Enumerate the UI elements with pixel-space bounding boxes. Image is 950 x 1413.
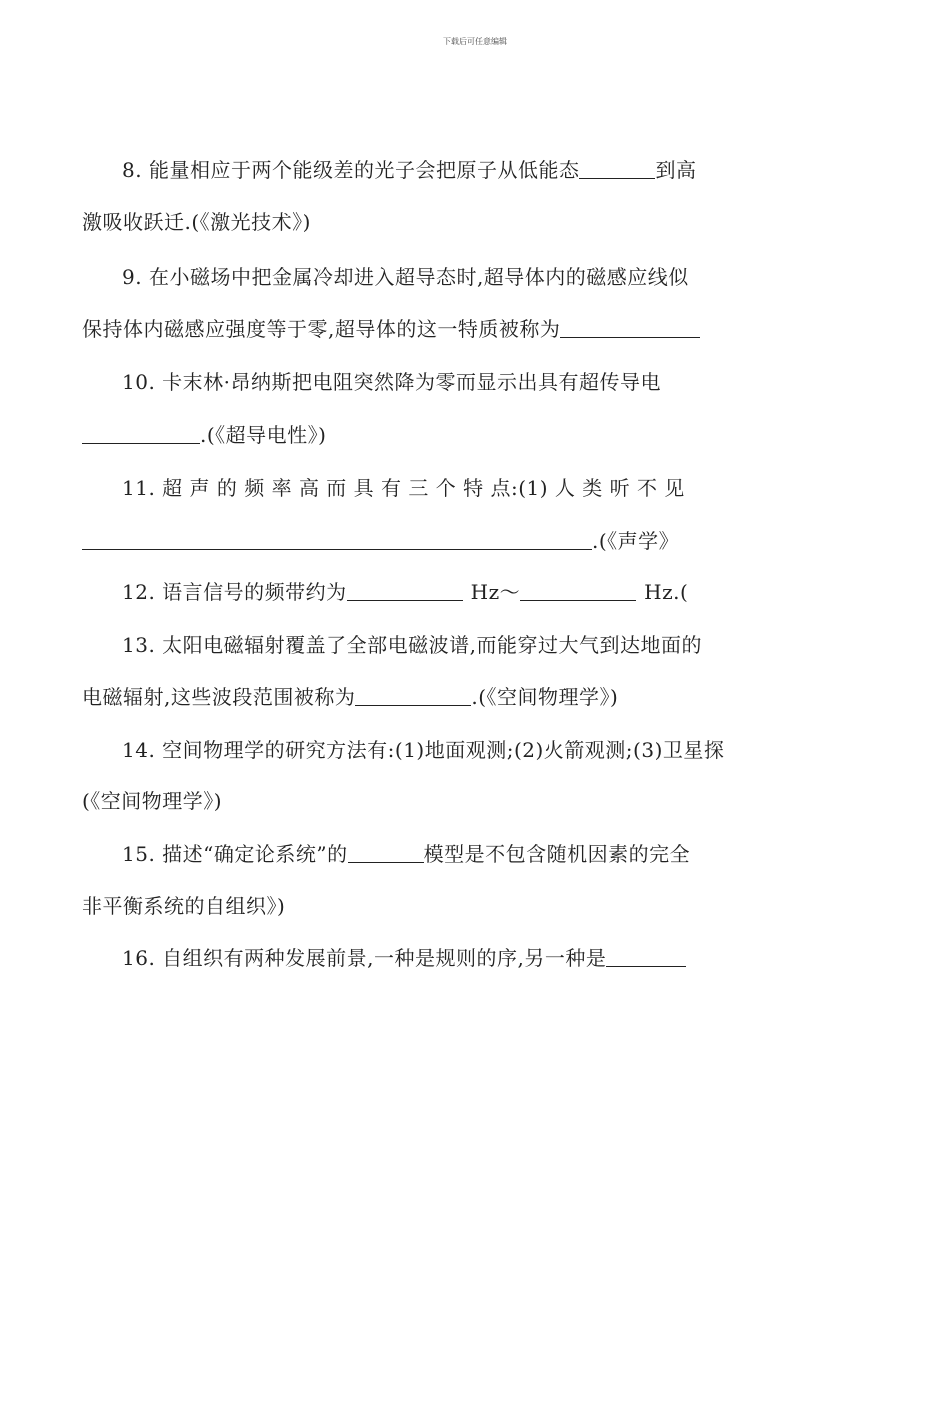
- question-14-line-2: (《空间物理学》): [82, 789, 223, 813]
- question-14-line-1: 14. 空间物理学的研究方法有:(1)地面观测;(2)火箭观测;(3)卫星探: [122, 738, 725, 762]
- answer-blank: [82, 531, 592, 550]
- answer-blank: [82, 425, 200, 444]
- question-13-line-1: 13. 太阳电磁辐射覆盖了全部电磁波谱,而能穿过大气到达地面的: [122, 633, 703, 657]
- answer-blank: [579, 160, 655, 179]
- question-13-line-2: 电磁辐射,这些波段范围被称为 .(《空间物理学》): [82, 685, 619, 709]
- question-15-line-1: 15. 描述“确定论系统”的 模型是不包含随机因素的完全: [122, 842, 691, 866]
- answer-blank: [606, 948, 686, 967]
- question-10-line-1: 10. 卡末林·昂纳斯把电阻突然降为零而显示出具有超传导电: [122, 370, 662, 394]
- question-11-line-1: 11. 超 声 的 频 率 高 而 具 有 三 个 特 点:(1) 人 类 听 不 见: [122, 476, 685, 500]
- question-8-line-1: 8. 能量相应于两个能级差的光子会把原子从低能态 到高: [122, 158, 697, 182]
- answer-blank: [560, 319, 700, 338]
- question-9-line-2: 保持体内磁感应强度等于零,超导体的这一特质被称为: [82, 315, 700, 343]
- question-10-line-2: .(《超导电性》): [82, 421, 326, 449]
- question-16-line-1: 16. 自组织有两种发展前景,一种是规则的序,另一种是: [122, 944, 686, 972]
- question-11-line-2: .(《声学》: [82, 527, 679, 555]
- question-8-line-2: 激吸收跃迁.(《激光技术》): [82, 210, 311, 234]
- answer-blank: [355, 687, 471, 706]
- page-header: 下载后可任意编辑: [443, 37, 507, 46]
- answer-blank: [348, 844, 424, 863]
- answer-blank: [520, 582, 636, 601]
- answer-blank: [347, 582, 463, 601]
- question-15-line-2: 非平衡系统的自组织》): [82, 894, 286, 918]
- question-9-line-1: 9. 在小磁场中把金属冷却进入超导态时,超导体内的磁感应线似: [122, 265, 689, 289]
- question-12-line-1: 12. 语言信号的频带约为 Hz～ Hz.(: [122, 580, 689, 604]
